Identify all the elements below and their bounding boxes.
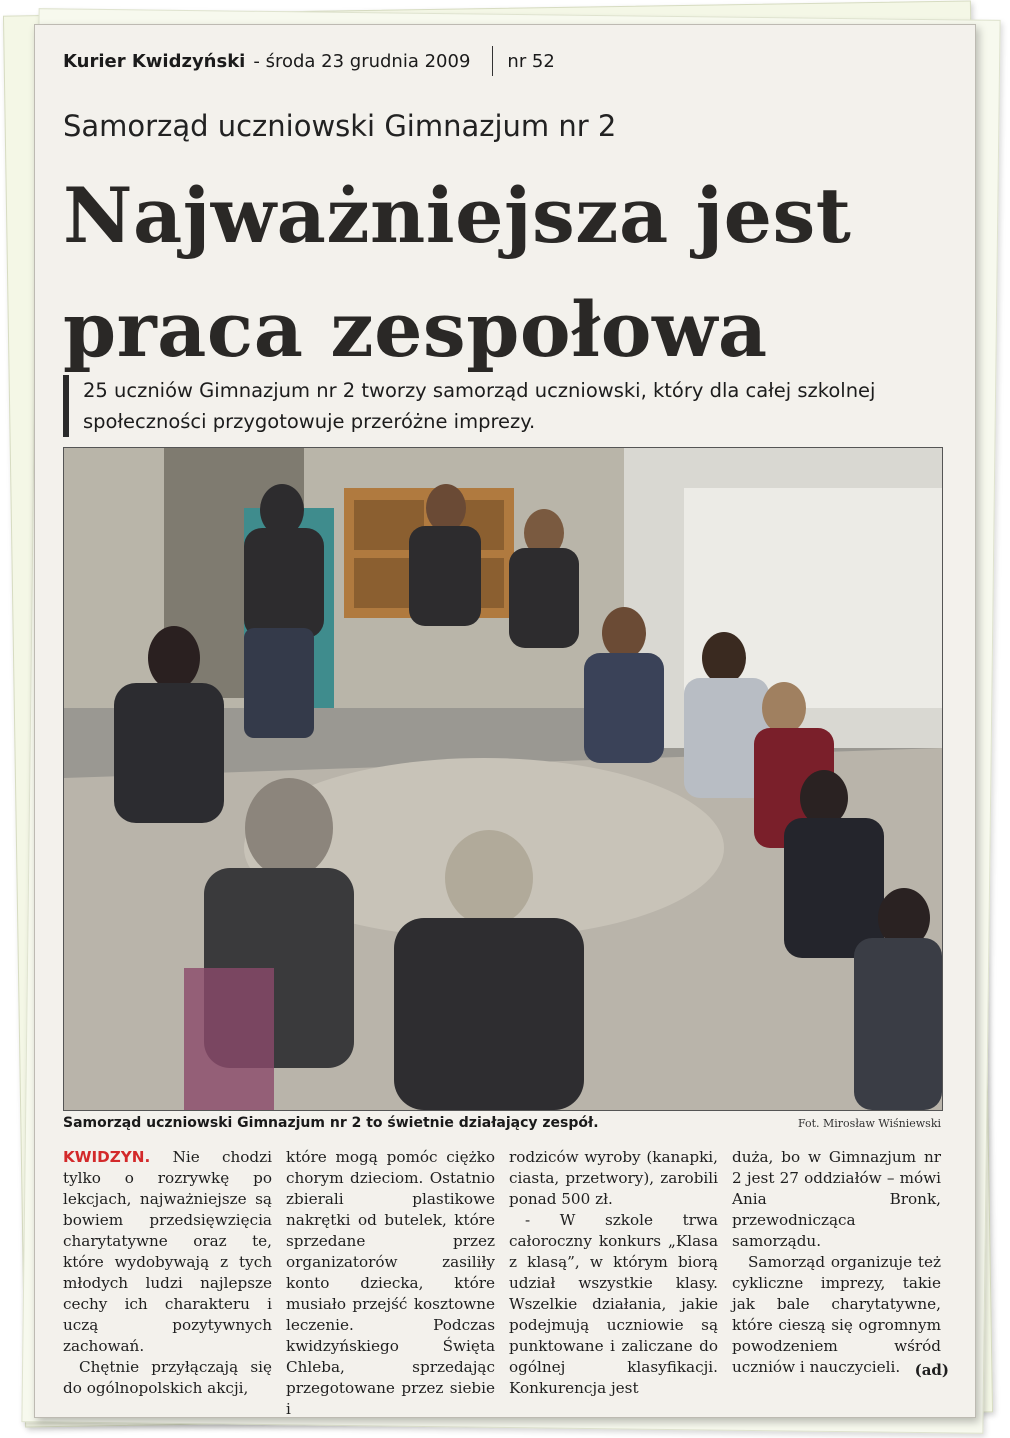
headline-line-1: Najważniejsza jest xyxy=(63,171,852,260)
article-kicker: Samorząd uczniowski Gimnazjum nr 2 xyxy=(63,109,617,143)
paragraph: Chętnie przyłączają się do ogólnopolskich akcji, xyxy=(63,1358,272,1397)
newspaper-clipping xyxy=(34,24,976,1418)
paragraph: duża, bo w Gimnazjum nr 2 jest 27 oddziałów – mówi Ania Bronk, przewodnicząca samorządu. xyxy=(732,1148,941,1250)
body-column-4 xyxy=(732,1147,941,1397)
paragraph xyxy=(63,1147,272,1357)
newspaper-name: Kurier Kwidzyński xyxy=(63,50,246,72)
article-photo xyxy=(63,447,943,1111)
lead-line-2: społeczności przygotowuje przeróżne imprezy. xyxy=(83,410,536,433)
dateline: KWIDZYN. xyxy=(63,1148,151,1166)
body-column-3 xyxy=(509,1147,718,1397)
photo-illustration xyxy=(64,448,942,1110)
photo-caption: Samorząd uczniowski Gimnazjum nr 2 to świetnie działający zespół. xyxy=(63,1115,599,1131)
paragraph: - W szkole trwa całoroczny konkurs „Klasa z klasą”, w którym biorą udział wszystkie klasy. Wszelkie działania, jakie podejmują uczniowie są punktowane i zaliczane do ogólnej klasyfikacji. Konkurencja jest xyxy=(509,1211,718,1397)
body-column-2 xyxy=(286,1147,495,1418)
lead-line-1: 25 uczniów Gimnazjum nr 2 tworzy samorząd uczniowski, który dla całej szkolnej xyxy=(83,379,876,402)
body-column-1 xyxy=(63,1147,272,1397)
paragraph: rodziców wyroby (kanapki, ciasta, przetwory), zarobili ponad 500 zł. xyxy=(509,1148,718,1208)
paragraph: które mogą pomóc ciężko chorym dzieciom. Ostatnio zbierali plastikowe nakrętki od butelek, które sprzedane przez organizatorów zasiliły konto dziecka, które musiało przejść kosztowne leczenie. Podczas kwidzyńskiego Święta Chleba, sprzedając przegotowane przez siebie i xyxy=(286,1148,495,1418)
article-headline xyxy=(63,159,943,387)
photo-credit: Fot. Mirosław Wiśniewski xyxy=(797,1116,941,1130)
headline-line-2: praca zespołowa xyxy=(63,285,768,374)
issue-number: nr 52 xyxy=(507,50,555,72)
photo-caption-row xyxy=(63,1112,941,1134)
masthead xyxy=(63,46,943,76)
masthead-divider xyxy=(492,46,493,76)
article-body xyxy=(63,1147,941,1418)
author-signature: (ad) xyxy=(914,1361,949,1379)
issue-date: - środa 23 grudnia 2009 xyxy=(253,50,471,72)
paragraph: Samorząd organizuje też cykliczne imprezy, takie jak bale charytatywne, które cieszą się ogromnym powodzeniem wśród uczniów i nauczycieli. xyxy=(732,1253,941,1376)
paragraph-text: Nie chodzi tylko o rozrywkę po lekcjach, najważniejsze są bowiem przedsięwzięcia charytatywne oraz te, które wydobywają z tych młodych ludzi najlepsze cechy ich charakteru i uczą pozytywnych zachowań. xyxy=(63,1148,272,1355)
article-lead xyxy=(63,375,963,437)
